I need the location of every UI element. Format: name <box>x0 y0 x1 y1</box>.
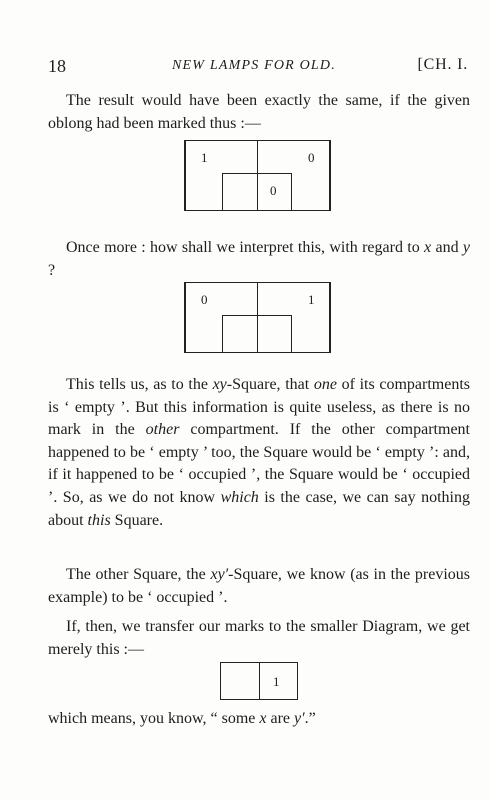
diagram-line <box>291 173 292 211</box>
diagram-2 <box>184 282 334 356</box>
diagram-line <box>291 315 292 353</box>
math-xy-prime: xy′ <box>210 566 229 583</box>
diagram-line <box>297 662 298 700</box>
mark-top-left: 0 <box>201 292 208 307</box>
paragraph-2: Once more : how shall we interpret this, with regard to x and y ? <box>48 239 470 279</box>
math-xy: xy <box>212 376 227 393</box>
diagram-line <box>222 315 292 316</box>
diagram-line <box>257 282 258 353</box>
diagram-line <box>222 315 223 353</box>
running-header <box>48 56 468 78</box>
paragraph-3: This tells us, as to the xy-Square, that one of its compartments is ‘ empty ’. But this information is quite useless, as there is no mark in the other compartment. If the other compartment happened to be ‘ empty ’ too, the Square would be ‘ empty ’: and, if it happened to be ‘ occupied ’, the Square would be ‘ occupied ’. So, as we do not know which is the case, we can say nothing about this Square. <box>48 376 470 529</box>
diagram-line <box>259 662 260 700</box>
diagram-line <box>184 282 186 353</box>
page-number: 18 <box>48 56 66 76</box>
mark-inner-right: 0 <box>270 183 277 198</box>
math-x: x <box>424 239 432 256</box>
mark-top-left: 1 <box>201 150 208 165</box>
paragraph-5: If, then, we transfer our marks to the smaller Diagram, we get merely this :— <box>48 618 470 658</box>
mark-top-right: 0 <box>308 150 315 165</box>
math-x: x <box>259 710 267 727</box>
diagram-line <box>222 173 292 174</box>
chapter-reference: [CH. I. <box>417 56 468 73</box>
paragraph-1: The result would have been exactly the same, if the given oblong had been marked thus :— <box>48 92 470 132</box>
math-y: y <box>462 239 470 256</box>
diagram-line <box>220 662 221 700</box>
diagram-line <box>329 140 331 211</box>
paragraph-6: which means, you know, “ some x are y′.” <box>48 710 316 727</box>
running-title: NEW LAMPS FOR OLD. <box>172 58 336 73</box>
diagram-1 <box>184 140 334 214</box>
diagram-3 <box>220 662 300 702</box>
mark-right: 1 <box>273 674 280 689</box>
diagram-line <box>329 282 331 353</box>
mark-top-right: 1 <box>308 292 315 307</box>
diagram-line <box>222 173 223 211</box>
paragraph-4: The other Square, the xy′-Square, we know (as in the previous example) to be ‘ occupied ’. <box>48 566 470 606</box>
diagram-line <box>184 140 186 211</box>
diagram-line <box>257 140 258 211</box>
math-y-prime: y′ <box>294 710 305 727</box>
